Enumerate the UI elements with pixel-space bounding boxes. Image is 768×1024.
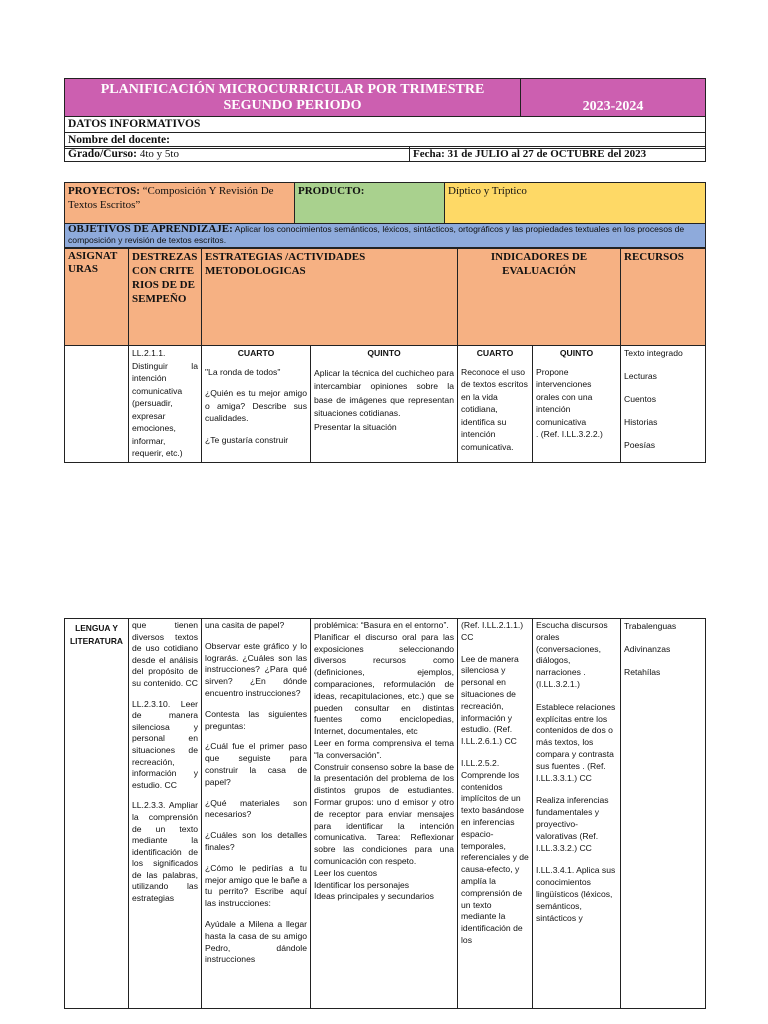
indicador-quinto-cell	[533, 346, 621, 463]
year-cell	[521, 79, 706, 117]
est-cuarto-3: ¿Te gustaría construir	[205, 434, 289, 445]
quinto-item: problémica: “Basura en el entorno”.	[314, 620, 449, 630]
col-destrezas: DESTREZAS CON CRITERIOS DE DESEMPEÑO	[129, 249, 202, 346]
ind-quinto-aplica: I.LL.3.4.1. Aplica sus conocimientos lingüísticos (léxicos, semánticos, sintácticos y	[536, 865, 616, 923]
producto-value-cell	[445, 183, 706, 224]
recurso-item: Trabalenguas	[624, 621, 677, 631]
proyectos-value: “Composición Y Revisión De Textos Escritos”	[68, 185, 274, 211]
ind-cuarto-lee: Lee de manera silenciosa y personal en situaciones de recreación, información y estudio. (Ref. I.LL.2.6.1.) CC	[461, 653, 519, 747]
recursos-cell	[621, 346, 706, 463]
est-cuarto-1: "La ronda de todos"	[205, 366, 281, 377]
col-recursos: RECURSOS	[621, 249, 706, 346]
project-table	[64, 182, 706, 248]
cuarto-item: ¿Qué materiales son necesarios?	[205, 797, 307, 820]
sub-cuarto-ind: CUARTO	[476, 348, 514, 358]
objetivos-label: OBJETIVOS DE APRENDIZAJE:	[68, 223, 233, 235]
cuarto-item: una casita de papel?	[205, 620, 285, 630]
plan-table	[64, 248, 706, 463]
destreza-part-2: LL.2.3.10. Leer de manera silenciosa y personal en situaciones de recreación, información y estudio. CC	[132, 698, 198, 790]
cuarto-item: Ayúdale a Milena a llegar hasta la casa de su amigo Pedro, dándole instrucciones	[205, 918, 307, 965]
col-asignaturas: ASIGNATURAS	[65, 249, 129, 346]
indicador-cuarto-cell-2	[458, 619, 533, 1009]
quinto-item: Ideas principales y secundarios	[314, 891, 434, 902]
recursos-cell-2	[621, 619, 706, 1009]
ind-quinto-1: Propone intervenciones orales con una intención comunicativa	[536, 366, 593, 427]
destreza-part-3: LL.2.3.3. Ampliar la comprensión de un texto mediante la identificación de los significados de las palabras, utilizando las estrategias	[132, 800, 198, 904]
page-title: PLANIFICACIÓN MICROCURRICULAR POR TRIMESTRE	[100, 81, 485, 97]
estrategia-quinto-cell-2	[311, 619, 458, 1009]
cuarto-item: ¿Cuáles son los detalles finales?	[205, 830, 307, 852]
datos-informativos: DATOS INFORMATIVOS	[65, 117, 706, 133]
ind-cuarto-comprende: I.LL.2.5.2. Comprende los contenidos implícitos de un texto basándose en inferencias espacio-temporales, referenciales y de causa-efecto, y amplía la comprensión de un texto mediante la identificación de los	[461, 757, 529, 945]
grado-value: 4to y 5to	[139, 148, 179, 160]
ind-quinto-escucha: Escucha discursos orales (conversaciones, diálogos, narraciones . (I.LL.3.2.1.)	[536, 620, 608, 689]
cuarto-item: Observar este gráfico y lo lograrás. ¿Cuáles son las instrucciones? ¿Para qué sirven? ¿En dónde encuentro instrucciones?	[205, 640, 307, 698]
ind-quinto-2: . (Ref. I.LL.3.2.2.)	[536, 429, 603, 439]
recurso-item: Cuentos	[624, 394, 657, 404]
producto-label: PRODUCTO:	[298, 185, 365, 197]
recurso-item: Retahílas	[624, 667, 661, 677]
ind-cuarto-1: Reconoce el uso de textos escritos en la vida cotidiana, identifica su intención comunicativa.	[461, 366, 528, 452]
grado-label: Grado/Curso:	[68, 148, 137, 160]
fecha-cell: Fecha: 31 de JULIO al 27 de OCTUBRE del 2023	[410, 147, 706, 162]
est-quinto-1: Aplicar la técnica del cuchicheo para intercambiar opiniones sobre la base de imágenes que representan situaciones cotidianas.	[314, 367, 454, 418]
recurso-item: Historias	[624, 417, 658, 427]
cuarto-item: Contesta las siguientes preguntas:	[205, 708, 307, 731]
destrezas-cell-2	[129, 619, 202, 1009]
school-year: 2023-2024	[582, 99, 644, 114]
estrategia-quinto-cell	[311, 346, 458, 463]
destreza-part-1: que tienen diversos textos de uso cotidiano desde el análisis del propósito de su contenido. CC	[132, 620, 198, 688]
producto-cell	[295, 183, 445, 224]
ind-quinto-inferencias: Realiza inferencias fundamentales y proyectivo-valorativas (Ref. I.LL.3.3.2.) CC	[536, 795, 609, 853]
sub-cuarto: CUARTO	[237, 348, 275, 358]
plan-table-continued	[64, 618, 706, 1009]
estrategia-cuarto-cell-2	[202, 619, 311, 1009]
quinto-item: Construir consenso sobre la base de la presentación del problema de los distintos grupos de estudiantes. Formar grupos: uno d emisor y otro de receptor para enviar mensajes para identificar la intención comunicativa. Tarea: Reflexionar sobre las condiciones para una comunicación con respeto.	[314, 761, 454, 866]
col-indicadores: INDICADORES DE EVALUACIÓN	[458, 249, 621, 346]
grado-table	[64, 146, 706, 162]
destreza-text: LL.2.1.1. Distinguir la intención comunicativa (persuadir, expresar emociones, informar, requerir, etc.)	[132, 348, 198, 458]
proyectos-cell	[65, 183, 295, 224]
page-subtitle: SEGUNDO PERIODO	[223, 97, 362, 113]
sub-quinto-ind: QUINTO	[559, 348, 594, 358]
quinto-item: Leer en forma comprensiva el tema “la conversación”.	[314, 737, 454, 760]
docente-label: Nombre del docente:	[65, 133, 706, 149]
est-quinto-2: Presentar la situación	[314, 421, 397, 432]
recurso-item: Poesías	[624, 440, 656, 450]
ind-quinto-establece: Establece relaciones explícitas entre los contenidos de dos o más textos, los compara y contrasta sus fuentes . (Ref. I.LL.3.3.1.) CC	[536, 701, 616, 783]
asignatura-cell	[65, 619, 129, 1009]
col-estrategias: ESTRATEGIAS /ACTIVIDADES METODOLOGICAS	[202, 249, 458, 346]
sub-quinto: QUINTO	[367, 348, 401, 358]
asignatura-lengua: LENGUA Y LITERATURA	[70, 623, 123, 646]
recurso-item: Texto integrado	[624, 348, 683, 358]
quinto-item: Planificar el discurso oral para las exposiciones seleccionando diversos recursos como (definiciones, ejemplos, comparaciones, reformulación de ideas, recapitulaciones, etc.) que se pueden consultar en distintas fuentes como enciclopedias, Internet, documentales, etc	[314, 631, 454, 737]
cuarto-item: ¿Cuál fue el primer paso que seguiste para construir la casa de papel?	[205, 741, 307, 787]
cuarto-item: ¿Cómo le pedirías a tu mejor amigo que le bañe a tu perrito? Escribe aquí las instrucciones:	[205, 862, 307, 909]
est-cuarto-2: ¿Quién es tu mejor amigo o amiga? Describe sus cualidades.	[205, 388, 307, 423]
proyectos-label: PROYECTOS:	[68, 185, 140, 197]
producto-value: Díptico y Tríptico	[448, 185, 527, 197]
indicador-cuarto-cell	[458, 346, 533, 463]
estrategia-cuarto-cell	[202, 346, 311, 463]
title-cell	[65, 79, 521, 117]
asignatura-cell-empty	[65, 346, 129, 463]
header-table	[64, 78, 706, 149]
destreza-cell	[129, 346, 202, 463]
quinto-item: Leer los cuentos	[314, 867, 378, 878]
recurso-item: Lecturas	[624, 371, 657, 381]
grado-cell	[65, 147, 410, 162]
recurso-item: Adivinanzas	[624, 644, 671, 654]
ind-cuarto-ref: (Ref. I.LL.2.1.1.) CC	[461, 620, 524, 642]
objetivos-text: Aplicar los conocimientos semánticos, léxicos, sintácticos, ortográficos y las propiedades textuales en los procesos de composición y revisión de textos escritos.	[68, 224, 685, 245]
objetivos-cell	[65, 224, 706, 248]
quinto-item: Identificar los personajes	[314, 879, 410, 890]
indicador-quinto-cell-2	[533, 619, 621, 1009]
